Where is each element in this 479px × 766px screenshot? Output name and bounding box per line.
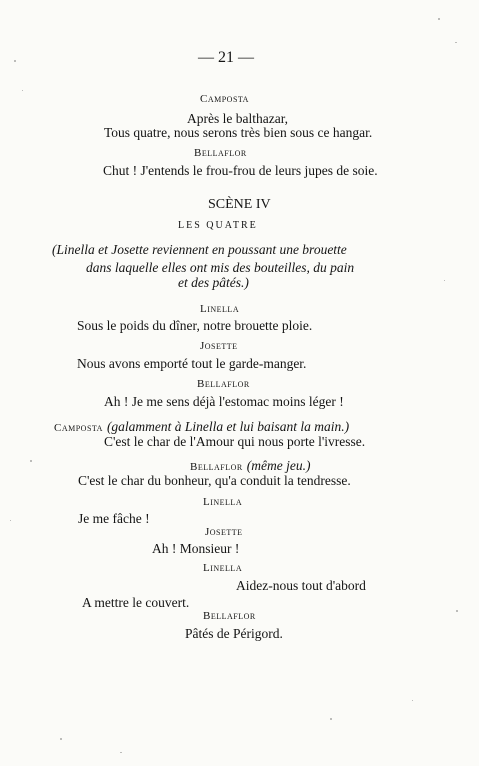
verse-line: C'est le char du bonheur, qu'a conduit la tendresse. [78, 473, 351, 488]
verse-line: Je me fâche ! [78, 511, 150, 526]
speaker-camposta: Camposta [54, 422, 103, 434]
characters-heading: LES QUATRE [178, 220, 258, 231]
speaker-camposta: Camposta [200, 93, 249, 105]
verse-line: Aidez-nous tout d'abord [236, 578, 366, 593]
speaker-linella: Linella [203, 562, 243, 574]
stage-direction: et des pâtés.) [178, 275, 249, 290]
speaker-josette: Josette [200, 340, 238, 352]
speaker-linella: Linella [203, 496, 243, 508]
verse-line: Pâtés de Périgord. [185, 626, 283, 641]
speaker-bellaflor: Bellaflor [203, 610, 256, 622]
verse-line: A mettre le couvert. [82, 595, 190, 610]
scan-speck [456, 610, 458, 612]
stage-direction: (galamment à Linella et lui baisant la main.) [106, 419, 350, 434]
verse-line: Ah ! Monsieur ! [152, 541, 240, 556]
verse-line: Nous avons emporté tout le garde-manger. [77, 356, 307, 371]
verse-line: C'est le char de l'Amour qui nous porte l'ivresse. [104, 434, 366, 449]
stage-direction: (même jeu.) [246, 458, 311, 473]
scan-speck [120, 752, 122, 753]
verse-line: Chut ! J'entends le frou-frou de leurs jupes de soie. [103, 163, 378, 178]
speaker-bellaflor: Bellaflor [197, 378, 250, 390]
scan-speck [438, 18, 440, 20]
verse-line: Sous le poids du dîner, notre brouette ploie. [77, 318, 313, 333]
stage-direction: (Linella et Josette reviennent en poussant une brouette [52, 242, 347, 257]
stage-direction: dans laquelle elles ont mis des bouteilles, du pain [86, 260, 355, 275]
scene-heading: SCÈNE IV [208, 197, 271, 212]
scan-speck [30, 460, 32, 462]
scan-speck [10, 520, 11, 521]
speaker-line [190, 458, 310, 474]
speaker-bellaflor: Bellaflor [194, 147, 247, 159]
scan-speck [455, 42, 457, 43]
scan-speck [444, 280, 445, 281]
scan-speck [22, 90, 23, 91]
scan-speck [330, 718, 332, 720]
scan-speck [14, 60, 16, 62]
page-number: — 21 — [198, 49, 254, 66]
speaker-line [54, 419, 349, 435]
speaker-linella: Linella [200, 303, 240, 315]
verse-line: Ah ! Je me sens déjà l'estomac moins léger ! [104, 394, 344, 409]
speaker-bellaflor: Bellaflor [190, 461, 243, 473]
verse-line: Après le balthazar, [187, 111, 289, 126]
scan-speck [60, 738, 62, 740]
speaker-josette: Josette [205, 526, 243, 538]
verse-line: Tous quatre, nous serons très bien sous ce hangar. [104, 125, 373, 140]
scan-speck [412, 700, 413, 701]
